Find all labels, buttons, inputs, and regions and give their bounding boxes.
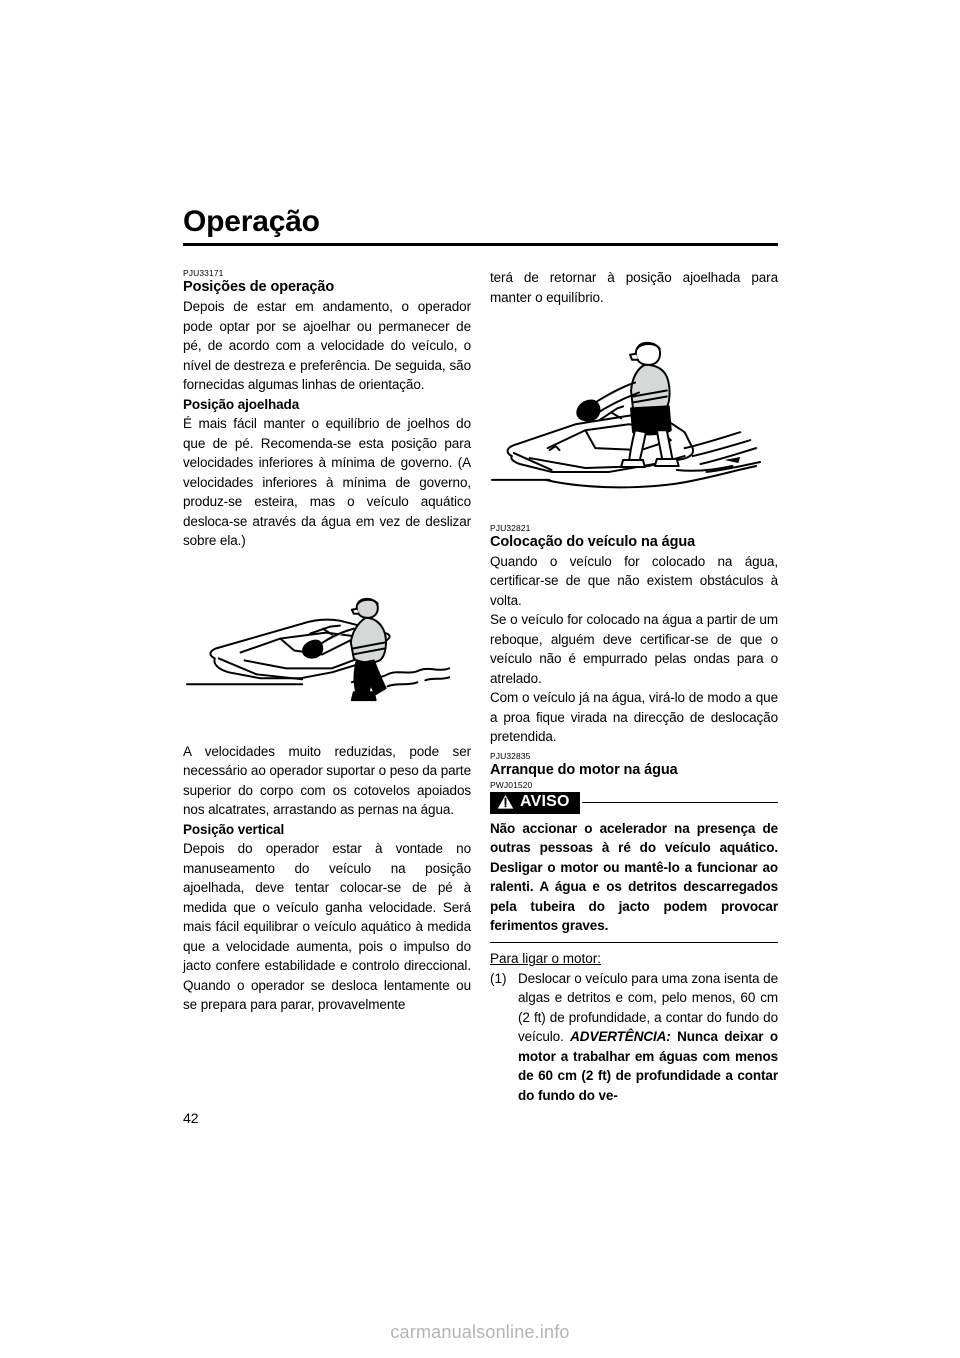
advertencia-text: Nunca deixar o motor a trabalhar em águas com menos de 60 cm (2 ft) de profundidade a contar do fundo do ve- bbox=[518, 1029, 778, 1103]
section-code-pju33171: PJU33171 bbox=[183, 268, 224, 278]
page-header bbox=[183, 205, 778, 246]
section-code-pju32821: PJU32821 bbox=[490, 522, 531, 533]
paragraph-low-speed-support: A velocidades muito reduzidas, pode ser necessário ao operador suportar o peso da parte superior do corpo com os cotovelos apoiados nos alcatrates, arrastando as pernas na água. bbox=[183, 743, 471, 818]
advertencia-label: ADVERTÊNCIA: bbox=[570, 1029, 671, 1045]
header-divider bbox=[183, 243, 778, 246]
figure-standing-rider bbox=[490, 321, 778, 505]
paragraph-kneeling-position: É mais fácil manter o equilíbrio de joelhos do que de pé. Recomenda-se esta posição para velocidades inferiores à mínima de governo. (A velocidades inferiores à mínima de governo, produz-se esteira, mas o veículo aquático desloca-se através da água em vez de deslizar sobre ela.) bbox=[183, 416, 471, 548]
paragraph-launch-clear-obstacles: Quando o veículo for colocado na água, certificar-se de que não existem obstáculos à volta. bbox=[490, 553, 778, 608]
subheading-posicao-vertical: Posição vertical bbox=[183, 821, 285, 837]
warning-code-pwj01520: PWJ01520 bbox=[490, 779, 533, 790]
list-item-text: Deslocar o veículo para uma zona isenta de algas e detritos e com, pelo menos, 60 cm (2 ft) de profundidade, a contar do fundo do veículo. bbox=[518, 970, 778, 1045]
warning-badge bbox=[490, 792, 580, 814]
page-number: 42 bbox=[183, 1110, 199, 1126]
paragraph-standing-position-continued: terá de retornar à posição ajoelhada para manter o equilíbrio. bbox=[490, 270, 778, 305]
paragraph-launch-from-trailer: Se o veículo for colocado na água a partir de um reboque, alguém deve certificar-se de que o veículo não é empurrado pelas ondas para o atrelado. bbox=[490, 612, 778, 686]
paragraph-operating-positions-intro: Depois de estar em andamento, o operador pode optar por se ajoelhar ou permanecer de pé, de acordo com a velocidade do veículo, o nível de destreza e preferência. De seguida, são fornecidas algumas linhas de orientação. bbox=[183, 299, 471, 392]
paragraph-launch-bow-direction: Com o veículo já na água, virá-lo de modo a que a proa fique virada na direcção de deslocação pretendida. bbox=[490, 690, 778, 745]
section-heading-posicoes-de-operacao: Posições de operação bbox=[183, 279, 335, 295]
warning-rule-bottom bbox=[490, 942, 778, 944]
warning-badge-label: AVISO bbox=[520, 793, 570, 811]
section-heading-colocacao-do-veiculo-na-agua: Colocação do veículo na água bbox=[490, 533, 696, 550]
warning-triangle-icon bbox=[497, 794, 514, 810]
procedure-lead: Para ligar o motor: bbox=[490, 951, 602, 967]
warning-rule-right bbox=[582, 802, 778, 804]
paragraph-standing-position: Depois do operador estar à vontade no manuseamento do veículo na posição ajoelhada, deve tentar colocar-se de pé à medida que o veículo ganha velocidade. Será mais fácil equilibrar o veículo aquático à medida que a velocidade aumenta, pois o impulso do jacto confere estabilidade e controlo direccional. Quando o operador se desloca lentamente ou se prepara para parar, provavelmente bbox=[183, 841, 471, 1013]
warning-header bbox=[490, 792, 778, 814]
subheading-posicao-ajoelhada: Posição ajoelhada bbox=[183, 396, 300, 412]
section-heading-arranque-do-motor-na-agua: Arranque do motor na água bbox=[490, 761, 678, 778]
right-column bbox=[490, 268, 778, 1105]
page-title: Operação bbox=[183, 205, 320, 238]
list-item-number: (1) bbox=[490, 970, 507, 986]
list-item-body bbox=[518, 969, 778, 1106]
figure-kneeling-rider bbox=[183, 577, 471, 716]
watermark: carmanualsonline.info bbox=[390, 1322, 570, 1342]
list-item bbox=[490, 969, 778, 1106]
section-code-pju32835: PJU32835 bbox=[490, 750, 531, 761]
warning-text: Não accionar o acelerador na presença de outras pessoas à ré do veículo aquático. Desligar o motor ou mantê-lo a funcionar ao ralenti. A água e os detritos descarregados pela tubeira do jacto podem provocar ferimentos graves. bbox=[490, 820, 778, 934]
left-column bbox=[183, 268, 471, 1015]
